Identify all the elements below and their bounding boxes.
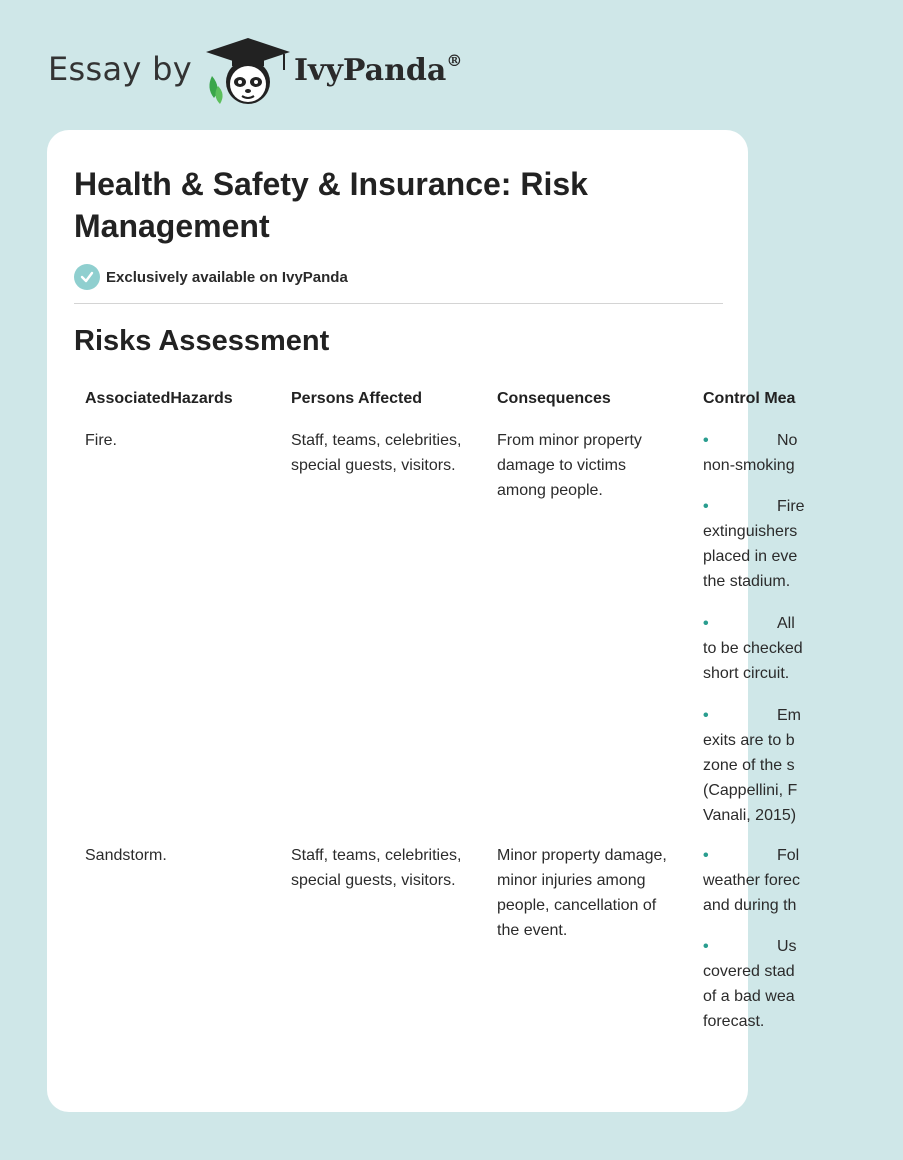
brand-name[interactable]: IvyPanda® [294,51,463,88]
table-cell-hazard: Fire. [85,432,117,449]
site-header [48,36,508,108]
list-item: • No non-smoking [703,432,798,474]
table-cell-consequences: From minor property damage to victims among people. [497,432,642,499]
list-item: • All to be checked short circuit. [703,615,803,682]
check-icon [74,264,100,290]
bullet-icon: • [703,615,709,632]
bullet-icon: • [703,432,709,449]
bullet-icon: • [703,938,709,955]
section-heading: Risks Assessment [74,325,330,357]
table-cell-consequences: Minor property damage, minor injuries among people, cancellation of the event. [497,847,667,939]
availability-badge [74,263,348,291]
panda-logo-icon[interactable] [204,36,292,108]
column-header-consequences: Consequences [497,390,611,407]
table-cell-persons: Staff, teams, celebrities, special guests, visitors. [291,432,462,474]
column-header-controls: Control Mea [703,390,796,407]
essay-by-label: Essay by [48,50,192,88]
divider [74,303,723,304]
bullet-icon: • [703,847,709,864]
page-title: Health & Safety & Insurance: Risk Management [74,166,588,244]
list-item: • Fol weather forec and during th [703,847,800,914]
risk-table [74,380,805,1100]
list-item: • Fire extinguishers placed in eve the stadium. [703,498,805,590]
table-cell-hazard: Sandstorm. [85,847,167,864]
list-item: • Em exits are to b zone of the s (Cappellini, F Vanali, 2015) [703,707,801,824]
bullet-icon: • [703,498,709,515]
bullet-icon: • [703,707,709,724]
list-item: • Us covered stad of a bad wea forecast. [703,938,797,1030]
column-header-persons: Persons Affected [291,390,422,407]
table-cell-persons: Staff, teams, celebrities, special guests, visitors. [291,847,462,889]
availability-text: Exclusively available on IvyPanda [106,268,348,286]
column-header-hazards: AssociatedHazards [85,390,233,407]
